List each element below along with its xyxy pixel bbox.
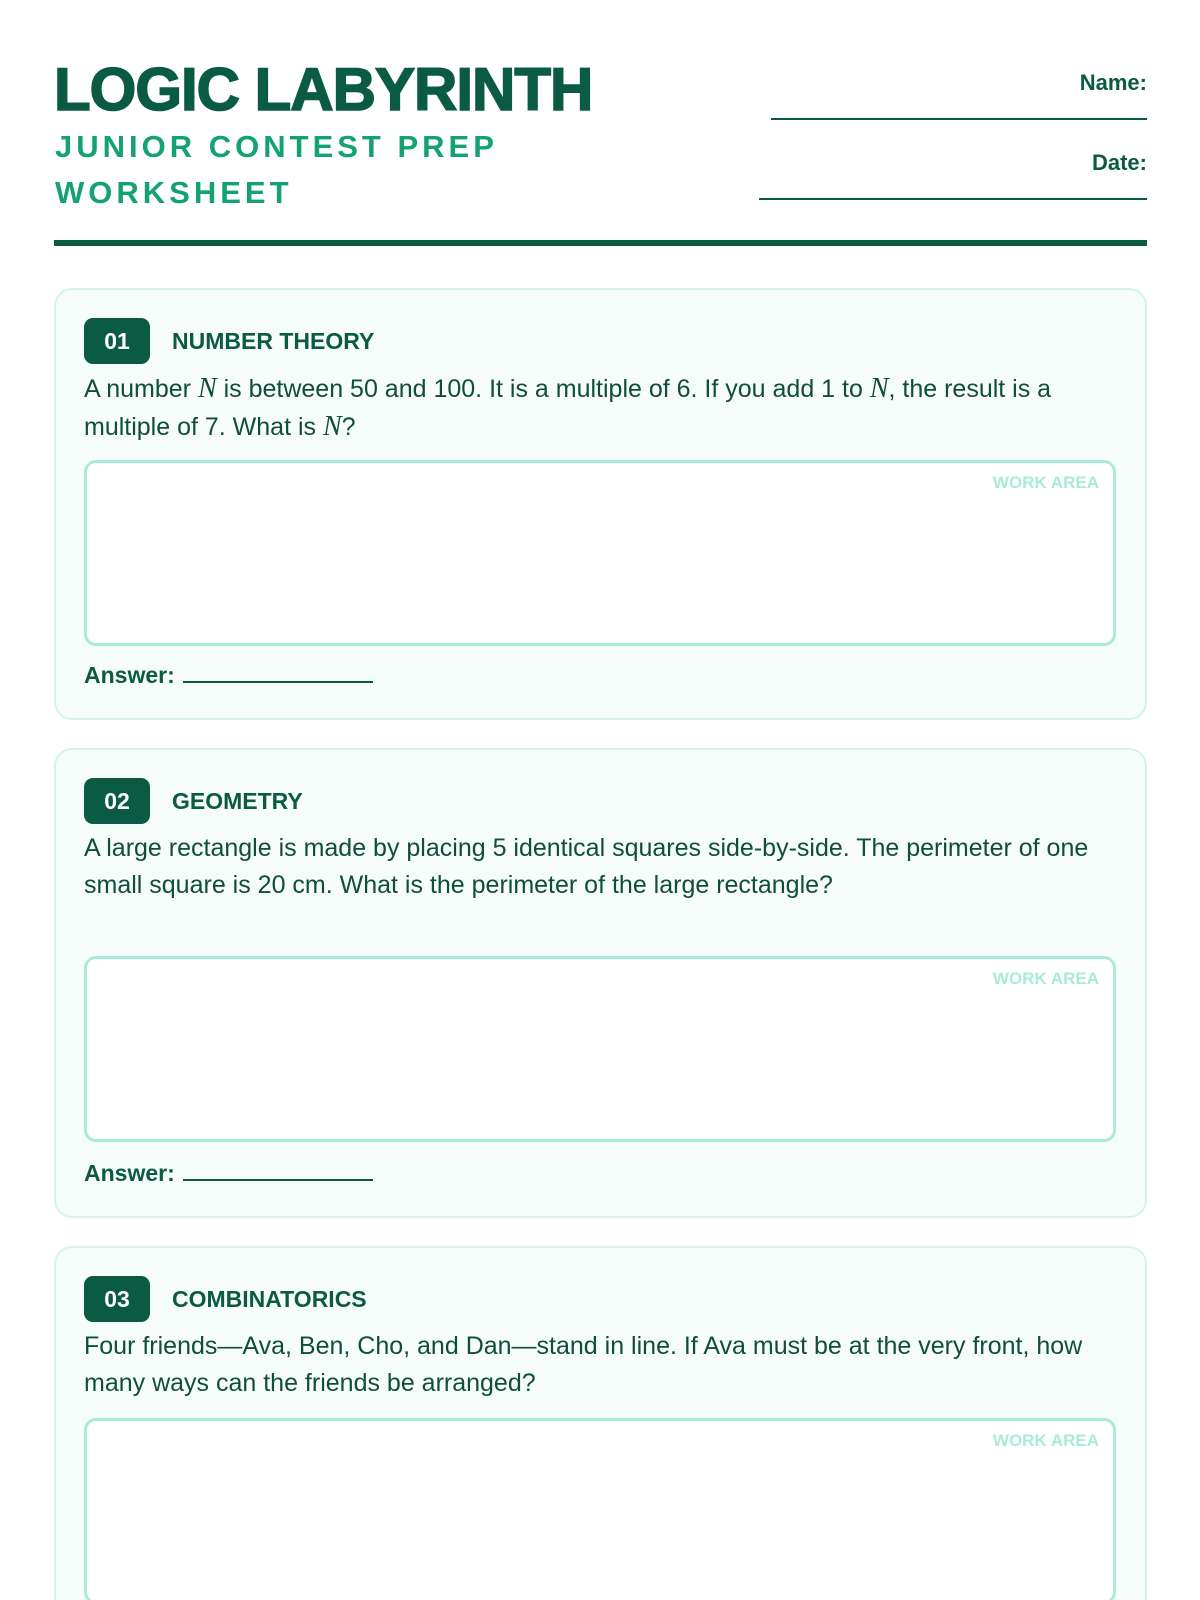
question-text: , the result is a multiple of 7. What is (84, 375, 1052, 441)
problem-number-badge: 02 (84, 778, 150, 824)
worksheet-subtitle: JUNIOR CONTEST PREP WORKSHEET (55, 129, 498, 210)
problem-topic: GEOMETRY (172, 787, 303, 814)
question-text: A number (84, 375, 198, 403)
question-text: ? (341, 413, 356, 441)
date-field[interactable] (759, 150, 1147, 200)
problem-header (84, 318, 374, 364)
variable-n: N (869, 373, 889, 404)
answer-field[interactable] (84, 1160, 373, 1187)
problem-question (84, 370, 1104, 446)
work-area[interactable] (84, 460, 1116, 646)
problem-question: Four friends—Ava, Ben, Cho, and Dan—stand in line. If Ava must be at the very front, how many ways can the friends be arranged? (84, 1332, 1083, 1397)
problem-header (84, 778, 303, 824)
problem-number-badge: 03 (84, 1276, 150, 1322)
work-area[interactable] (84, 1418, 1116, 1600)
name-label: Name: (1079, 70, 1147, 95)
name-field[interactable] (771, 70, 1147, 120)
problem-topic: NUMBER THEORY (172, 327, 375, 354)
name-line[interactable] (771, 118, 1147, 120)
answer-field[interactable] (84, 662, 373, 689)
problem-card-1 (54, 288, 1147, 720)
work-area-label: WORK AREA (992, 1431, 1099, 1450)
problem-number-badge: 01 (84, 318, 150, 364)
variable-n: N (197, 373, 217, 404)
date-line[interactable] (759, 198, 1147, 200)
problem-card-3 (54, 1246, 1147, 1600)
worksheet-header (54, 52, 1147, 248)
work-area-label: WORK AREA (992, 969, 1099, 988)
problem-card-2 (54, 748, 1147, 1218)
work-area[interactable] (84, 956, 1116, 1142)
work-area-label: WORK AREA (992, 473, 1099, 492)
variable-n: N (322, 411, 342, 442)
question-text: is between 50 and 100. It is a multiple of 6. If you add 1 to (216, 375, 870, 403)
answer-label: Answer: (84, 662, 175, 688)
answer-blank[interactable] (183, 1163, 373, 1181)
answer-label: Answer: (84, 1160, 175, 1186)
problem-header (84, 1276, 367, 1322)
problem-question: A large rectangle is made by placing 5 identical squares side-by-side. The perimeter of one small square is 20 cm. What is the perimeter of the large rectangle? (84, 834, 1089, 899)
problem-topic: COMBINATORICS (172, 1285, 367, 1312)
date-label: Date: (1091, 150, 1147, 175)
header-divider (54, 240, 1147, 246)
answer-blank[interactable] (183, 665, 373, 683)
worksheet-title: LOGIC LABYRINTH (54, 56, 593, 123)
